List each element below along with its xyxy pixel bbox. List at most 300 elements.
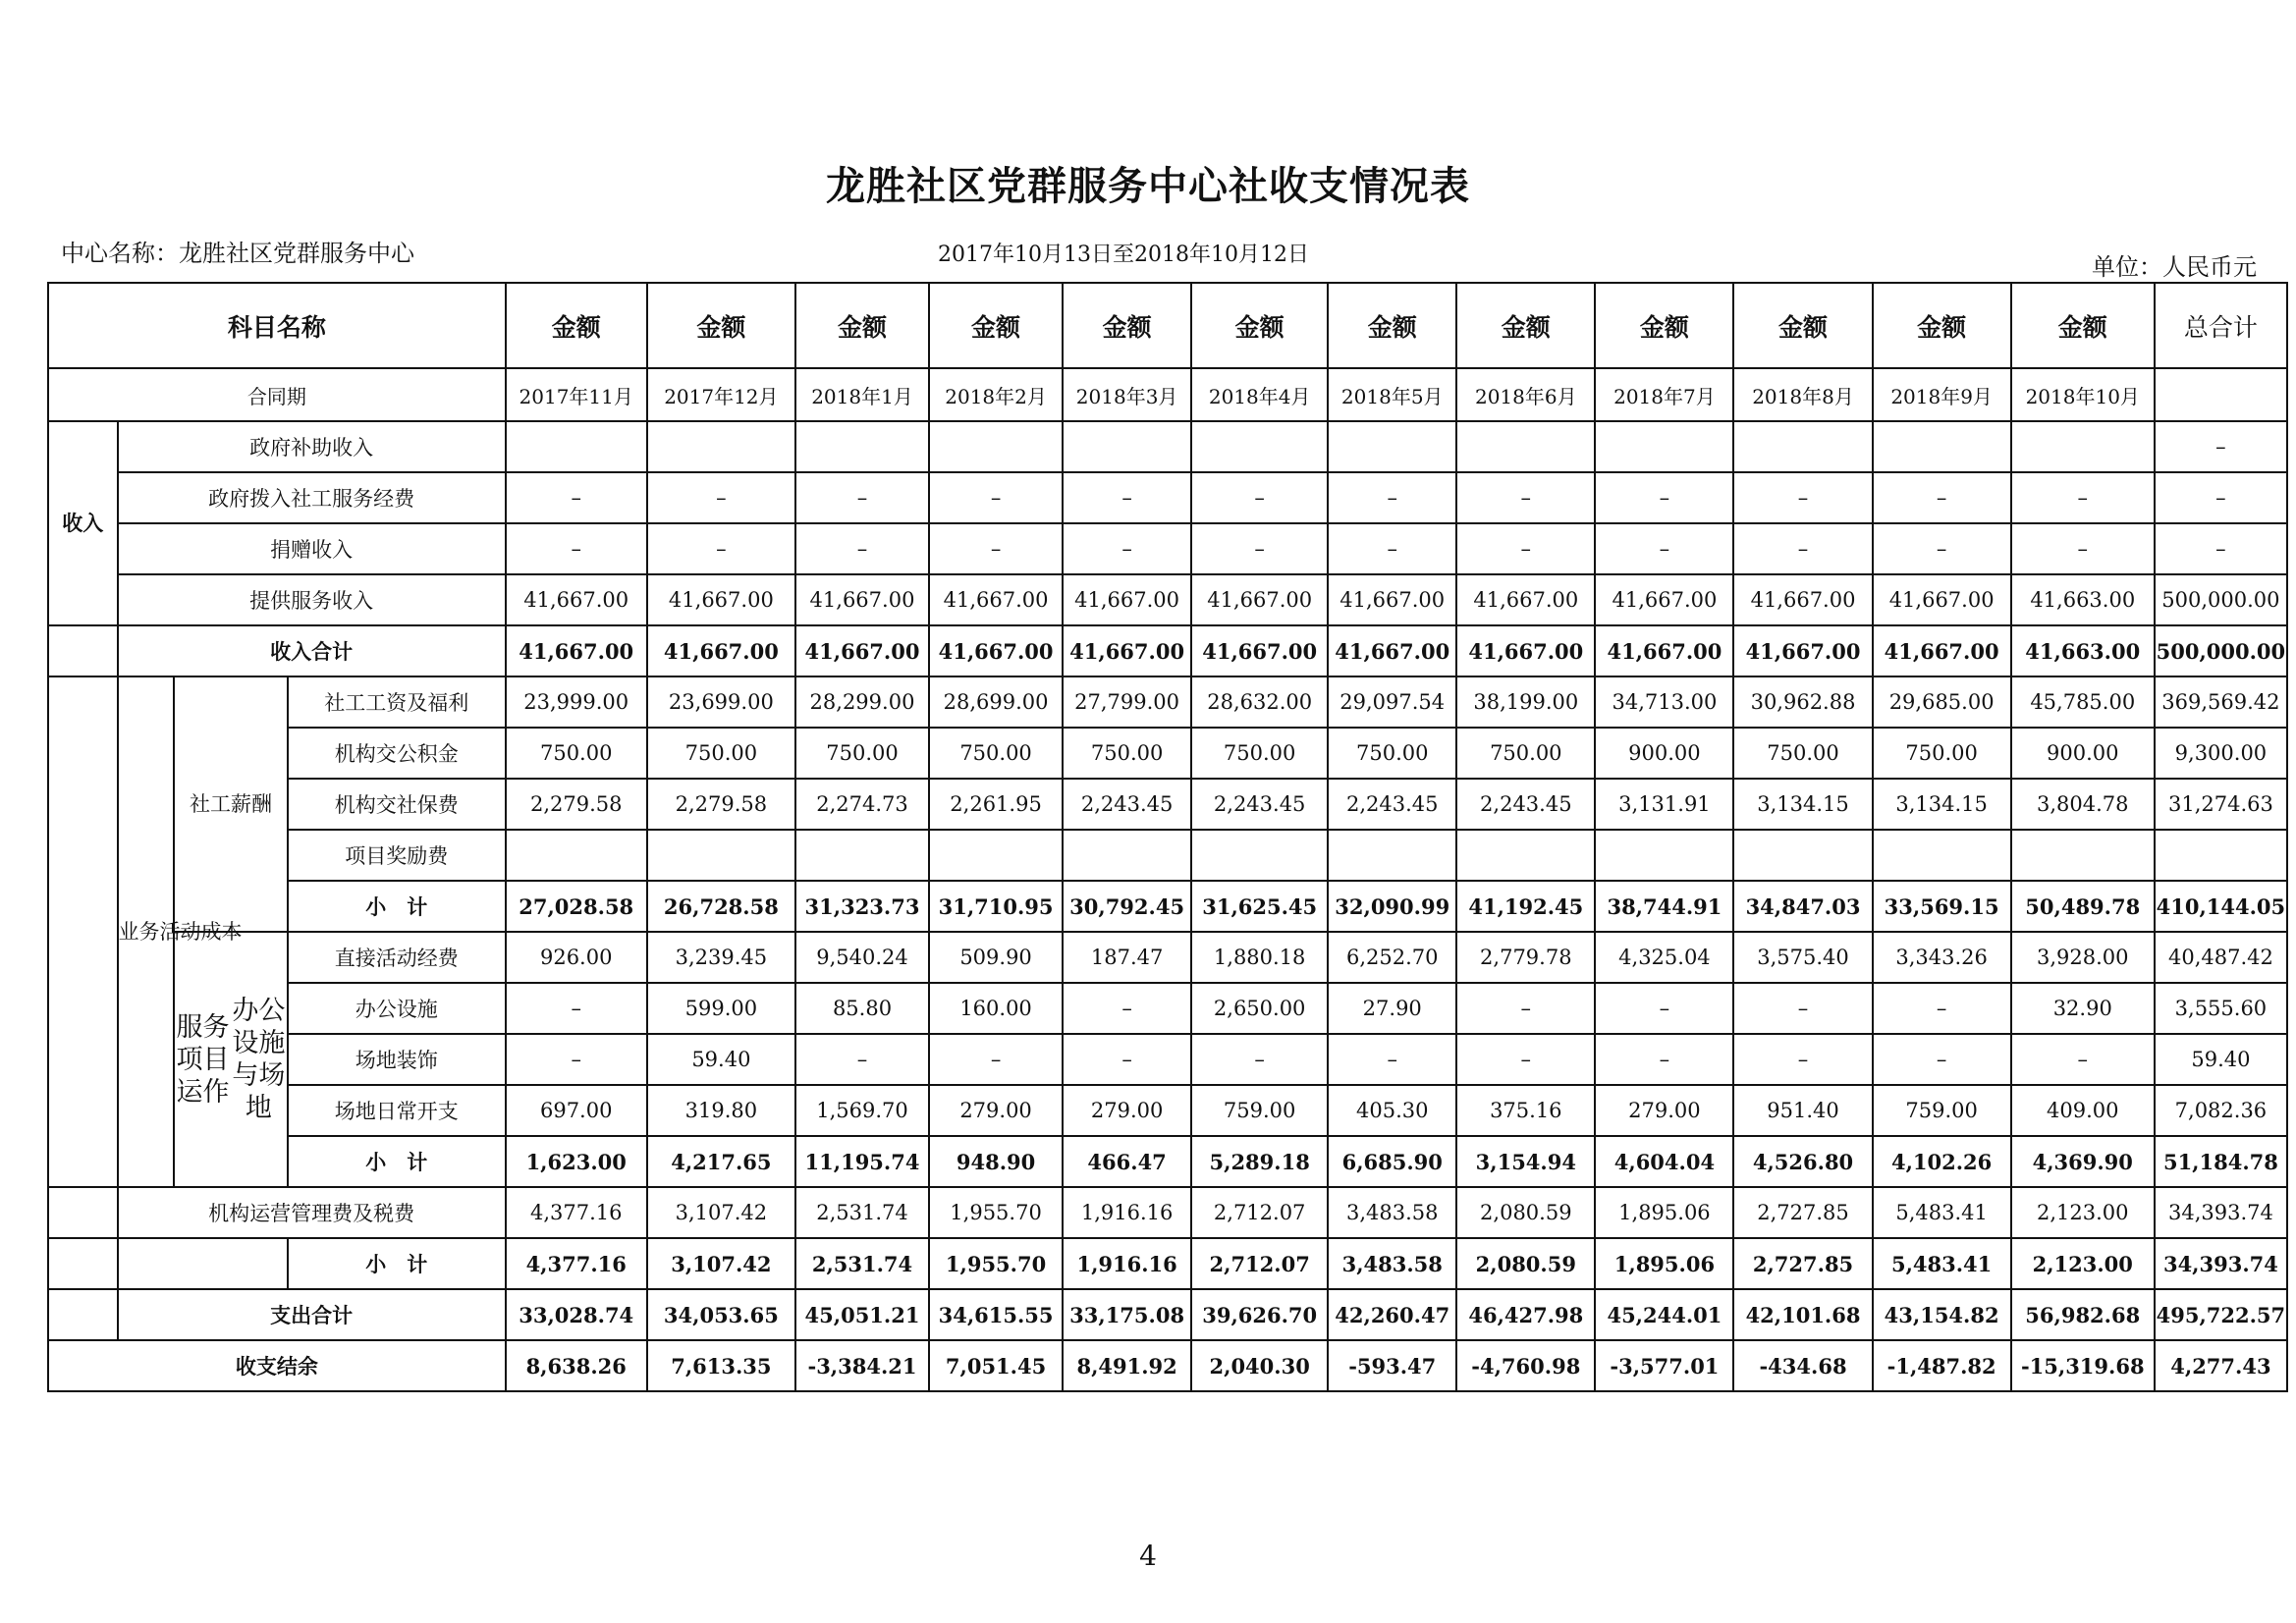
amount-cell: 750.00 bbox=[647, 728, 795, 779]
amount-cell: 4,217.65 bbox=[647, 1136, 795, 1187]
amount-cell: 28,632.00 bbox=[1191, 676, 1328, 728]
amount-cell bbox=[795, 421, 929, 472]
amount-cell: 750.00 bbox=[1063, 728, 1191, 779]
amount-cell: 6,252.70 bbox=[1328, 932, 1456, 983]
amount-cell: 41,667.00 bbox=[1191, 625, 1328, 676]
amount-cell: 7,051.45 bbox=[929, 1340, 1063, 1391]
amount-cell: 41,663.00 bbox=[2011, 625, 2155, 676]
amount-cell: 4,102.26 bbox=[1873, 1136, 2011, 1187]
amount-cell: 4,604.04 bbox=[1595, 1136, 1733, 1187]
amount-cell: 409.00 bbox=[2011, 1085, 2155, 1136]
amount-cell: 41,667.00 bbox=[1873, 625, 2011, 676]
amount-cell: 41,667.00 bbox=[1456, 625, 1595, 676]
amount-cell: 39,626.70 bbox=[1191, 1289, 1328, 1340]
amount-cell: 3,134.15 bbox=[1733, 779, 1872, 830]
amount-cell: 2,243.45 bbox=[1063, 779, 1191, 830]
amount-cell: 2,712.07 bbox=[1191, 1238, 1328, 1289]
amount-cell: 41,667.00 bbox=[506, 574, 647, 625]
row-label: 项目奖励费 bbox=[288, 830, 506, 881]
header-contract-period: 合同期 bbox=[48, 368, 506, 421]
amount-cell: 41,667.00 bbox=[795, 625, 929, 676]
amount-cell: -593.47 bbox=[1328, 1340, 1456, 1391]
amount-cell: 41,667.00 bbox=[1063, 625, 1191, 676]
amount-cell: 2,243.45 bbox=[1328, 779, 1456, 830]
header-amount: 金额 bbox=[1456, 283, 1595, 368]
header-total: 总合计 bbox=[2155, 283, 2287, 368]
total-cell: 40,487.42 bbox=[2155, 932, 2287, 983]
amount-cell: 38,199.00 bbox=[1456, 676, 1595, 728]
amount-cell: 41,667.00 bbox=[647, 574, 795, 625]
row-label: 机构交公积金 bbox=[288, 728, 506, 779]
month-header: 2018年4月 bbox=[1191, 368, 1328, 421]
amount-cell: 41,667.00 bbox=[1328, 574, 1456, 625]
amount-cell: 45,051.21 bbox=[795, 1289, 929, 1340]
amount-cell: – bbox=[1456, 1034, 1595, 1085]
amount-cell: 2,531.74 bbox=[795, 1187, 929, 1238]
amount-cell bbox=[2011, 421, 2155, 472]
amount-cell: 6,685.90 bbox=[1328, 1136, 1456, 1187]
row-label: 场地装饰 bbox=[288, 1034, 506, 1085]
amount-cell: – bbox=[1733, 523, 1872, 574]
amount-cell: -3,577.01 bbox=[1595, 1340, 1733, 1391]
row-label: 政府拨入社工服务经费 bbox=[118, 472, 506, 523]
amount-cell: 46,427.98 bbox=[1456, 1289, 1595, 1340]
row-label: 办公设施 bbox=[288, 983, 506, 1034]
amount-cell bbox=[506, 830, 647, 881]
amount-cell: -3,384.21 bbox=[795, 1340, 929, 1391]
amount-cell: 599.00 bbox=[647, 983, 795, 1034]
amount-cell: – bbox=[1456, 472, 1595, 523]
amount-cell: 2,279.58 bbox=[506, 779, 647, 830]
amount-cell: – bbox=[1595, 983, 1733, 1034]
amount-cell: – bbox=[506, 1034, 647, 1085]
amount-cell: 41,667.00 bbox=[1456, 574, 1595, 625]
amount-cell: 759.00 bbox=[1873, 1085, 2011, 1136]
amount-cell: – bbox=[1873, 983, 2011, 1034]
total-cell: – bbox=[2155, 523, 2287, 574]
amount-cell: 3,131.91 bbox=[1595, 779, 1733, 830]
amount-cell: 750.00 bbox=[929, 728, 1063, 779]
amount-cell: – bbox=[1191, 523, 1328, 574]
total-cell: 7,082.36 bbox=[2155, 1085, 2287, 1136]
amount-cell: 4,377.16 bbox=[506, 1187, 647, 1238]
amount-cell: 759.00 bbox=[1191, 1085, 1328, 1136]
total-cell: 410,144.05 bbox=[2155, 881, 2287, 932]
amount-cell: 750.00 bbox=[1873, 728, 2011, 779]
amount-cell: 466.47 bbox=[1063, 1136, 1191, 1187]
amount-cell: – bbox=[1063, 472, 1191, 523]
row-label: 收入合计 bbox=[118, 625, 506, 676]
amount-cell: 750.00 bbox=[506, 728, 647, 779]
header-amount: 金额 bbox=[1733, 283, 1872, 368]
amount-cell: 2,243.45 bbox=[1456, 779, 1595, 830]
amount-cell: 28,699.00 bbox=[929, 676, 1063, 728]
amount-cell: – bbox=[1063, 523, 1191, 574]
amount-cell: 41,667.00 bbox=[795, 574, 929, 625]
row-label: 小 计 bbox=[288, 1136, 506, 1187]
amount-cell bbox=[1733, 421, 1872, 472]
group-social-salary: 社工薪酬 bbox=[174, 676, 288, 932]
amount-cell: 41,667.00 bbox=[1328, 625, 1456, 676]
amount-cell: – bbox=[1595, 1034, 1733, 1085]
header-amount: 金额 bbox=[795, 283, 929, 368]
amount-cell: 38,744.91 bbox=[1595, 881, 1733, 932]
amount-cell: – bbox=[929, 1034, 1063, 1085]
month-header: 2018年5月 bbox=[1328, 368, 1456, 421]
amount-cell: 3,483.58 bbox=[1328, 1238, 1456, 1289]
amount-cell: 34,615.55 bbox=[929, 1289, 1063, 1340]
month-header: 2018年7月 bbox=[1595, 368, 1733, 421]
amount-cell: 2,123.00 bbox=[2011, 1238, 2155, 1289]
amount-cell: 279.00 bbox=[1063, 1085, 1191, 1136]
total-cell: 9,300.00 bbox=[2155, 728, 2287, 779]
amount-cell: – bbox=[1595, 523, 1733, 574]
amount-cell: -434.68 bbox=[1733, 1340, 1872, 1391]
amount-cell: 750.00 bbox=[1328, 728, 1456, 779]
amount-cell: 34,847.03 bbox=[1733, 881, 1872, 932]
amount-cell: 33,028.74 bbox=[506, 1289, 647, 1340]
amount-cell: 4,369.90 bbox=[2011, 1136, 2155, 1187]
amount-cell: 2,650.00 bbox=[1191, 983, 1328, 1034]
month-header: 2018年10月 bbox=[2011, 368, 2155, 421]
amount-cell: 4,325.04 bbox=[1595, 932, 1733, 983]
header-amount: 金额 bbox=[1595, 283, 1733, 368]
amount-cell: 42,101.68 bbox=[1733, 1289, 1872, 1340]
amount-cell: – bbox=[1873, 523, 2011, 574]
header-amount: 金额 bbox=[647, 283, 795, 368]
empty-cell bbox=[48, 1187, 118, 1238]
header-amount: 金额 bbox=[929, 283, 1063, 368]
month-header: 2018年2月 bbox=[929, 368, 1063, 421]
amount-cell: 3,134.15 bbox=[1873, 779, 2011, 830]
amount-cell: 31,710.95 bbox=[929, 881, 1063, 932]
amount-cell: 45,244.01 bbox=[1595, 1289, 1733, 1340]
amount-cell bbox=[1191, 830, 1328, 881]
amount-cell: – bbox=[1873, 1034, 2011, 1085]
amount-cell: – bbox=[1733, 472, 1872, 523]
total-cell: 500,000.00 bbox=[2155, 625, 2287, 676]
amount-cell: – bbox=[647, 472, 795, 523]
amount-cell: 4,377.16 bbox=[506, 1238, 647, 1289]
amount-cell: 948.90 bbox=[929, 1136, 1063, 1187]
amount-cell: 2,123.00 bbox=[2011, 1187, 2155, 1238]
month-header: 2018年1月 bbox=[795, 368, 929, 421]
amount-cell: – bbox=[2011, 523, 2155, 574]
amount-cell: 1,895.06 bbox=[1595, 1187, 1733, 1238]
amount-cell: 926.00 bbox=[506, 932, 647, 983]
amount-cell: 41,667.00 bbox=[1733, 625, 1872, 676]
empty-cell bbox=[48, 1289, 118, 1340]
month-header: 2017年11月 bbox=[506, 368, 647, 421]
amount-cell: 23,999.00 bbox=[506, 676, 647, 728]
amount-cell: 85.80 bbox=[795, 983, 929, 1034]
amount-cell: – bbox=[1191, 472, 1328, 523]
amount-cell: 509.90 bbox=[929, 932, 1063, 983]
amount-cell: – bbox=[795, 1034, 929, 1085]
amount-cell: 750.00 bbox=[1456, 728, 1595, 779]
amount-cell: 50,489.78 bbox=[2011, 881, 2155, 932]
amount-cell: 41,667.00 bbox=[1733, 574, 1872, 625]
amount-cell: 34,053.65 bbox=[647, 1289, 795, 1340]
amount-cell: 900.00 bbox=[2011, 728, 2155, 779]
month-header: 2018年6月 bbox=[1456, 368, 1595, 421]
amount-cell: 3,804.78 bbox=[2011, 779, 2155, 830]
amount-cell: 41,667.00 bbox=[1595, 625, 1733, 676]
amount-cell: – bbox=[1063, 983, 1191, 1034]
row-label: 直接活动经费 bbox=[288, 932, 506, 983]
amount-cell: 30,792.45 bbox=[1063, 881, 1191, 932]
amount-cell: 41,667.00 bbox=[506, 625, 647, 676]
amount-cell: 59.40 bbox=[647, 1034, 795, 1085]
amount-cell: 42,260.47 bbox=[1328, 1289, 1456, 1340]
amount-cell: 319.80 bbox=[647, 1085, 795, 1136]
amount-cell: 1,916.16 bbox=[1063, 1238, 1191, 1289]
amount-cell: 3,239.45 bbox=[647, 932, 795, 983]
amount-cell bbox=[647, 830, 795, 881]
amount-cell: 41,667.00 bbox=[1191, 574, 1328, 625]
amount-cell: – bbox=[506, 472, 647, 523]
amount-cell: 3,483.58 bbox=[1328, 1187, 1456, 1238]
amount-cell: 33,569.15 bbox=[1873, 881, 2011, 932]
amount-cell: 1,895.06 bbox=[1595, 1238, 1733, 1289]
amount-cell bbox=[929, 421, 1063, 472]
month-header: 2018年3月 bbox=[1063, 368, 1191, 421]
amount-cell: 27.90 bbox=[1328, 983, 1456, 1034]
amount-cell: 3,928.00 bbox=[2011, 932, 2155, 983]
amount-cell: 2,779.78 bbox=[1456, 932, 1595, 983]
amount-cell bbox=[1873, 421, 2011, 472]
amount-cell bbox=[1595, 421, 1733, 472]
page-number: 4 bbox=[1139, 1540, 1157, 1572]
total-cell: 500,000.00 bbox=[2155, 574, 2287, 625]
group-service-ops-cell bbox=[174, 932, 288, 1187]
amount-cell bbox=[1063, 421, 1191, 472]
amount-cell: 900.00 bbox=[1595, 728, 1733, 779]
amount-cell: 32,090.99 bbox=[1328, 881, 1456, 932]
amount-cell: – bbox=[1873, 472, 2011, 523]
amount-cell: 27,028.58 bbox=[506, 881, 647, 932]
amount-cell: 8,491.92 bbox=[1063, 1340, 1191, 1391]
amount-cell: 1,623.00 bbox=[506, 1136, 647, 1187]
amount-cell: 30,962.88 bbox=[1733, 676, 1872, 728]
amount-cell bbox=[929, 830, 1063, 881]
amount-cell: – bbox=[2011, 472, 2155, 523]
amount-cell: 1,880.18 bbox=[1191, 932, 1328, 983]
amount-cell: 3,343.26 bbox=[1873, 932, 2011, 983]
amount-cell: 45,785.00 bbox=[2011, 676, 2155, 728]
amount-cell bbox=[647, 421, 795, 472]
amount-cell: 2,279.58 bbox=[647, 779, 795, 830]
amount-cell: 1,916.16 bbox=[1063, 1187, 1191, 1238]
amount-cell: -15,319.68 bbox=[2011, 1340, 2155, 1391]
amount-cell: 2,274.73 bbox=[795, 779, 929, 830]
amount-cell: 2,727.85 bbox=[1733, 1187, 1872, 1238]
row-label: 支出合计 bbox=[118, 1289, 506, 1340]
total-cell: 34,393.74 bbox=[2155, 1187, 2287, 1238]
amount-cell bbox=[2011, 830, 2155, 881]
empty-cell bbox=[48, 1238, 118, 1289]
amount-cell: – bbox=[506, 983, 647, 1034]
amount-cell: 3,107.42 bbox=[647, 1187, 795, 1238]
amount-cell: 11,195.74 bbox=[795, 1136, 929, 1187]
amount-cell: 41,667.00 bbox=[647, 625, 795, 676]
amount-cell: 41,667.00 bbox=[1595, 574, 1733, 625]
month-header-total bbox=[2155, 368, 2287, 421]
amount-cell: 9,540.24 bbox=[795, 932, 929, 983]
amount-cell: – bbox=[1328, 472, 1456, 523]
header-amount: 金额 bbox=[1063, 283, 1191, 368]
amount-cell bbox=[506, 421, 647, 472]
amount-cell: – bbox=[647, 523, 795, 574]
amount-cell: 28,299.00 bbox=[795, 676, 929, 728]
row-label: 机构交社保费 bbox=[288, 779, 506, 830]
amount-cell: -1,487.82 bbox=[1873, 1340, 2011, 1391]
amount-cell: 29,097.54 bbox=[1328, 676, 1456, 728]
empty-cell bbox=[48, 676, 118, 1187]
amount-cell: – bbox=[929, 523, 1063, 574]
amount-cell bbox=[795, 830, 929, 881]
group-service-ops: 服务项目运作 bbox=[176, 1011, 230, 1108]
total-cell bbox=[2155, 830, 2287, 881]
total-cell: – bbox=[2155, 421, 2287, 472]
amount-cell bbox=[1456, 421, 1595, 472]
amount-cell: 4,526.80 bbox=[1733, 1136, 1872, 1187]
amount-cell: 279.00 bbox=[929, 1085, 1063, 1136]
amount-cell: – bbox=[1191, 1034, 1328, 1085]
amount-cell: 750.00 bbox=[1191, 728, 1328, 779]
month-header: 2018年9月 bbox=[1873, 368, 2011, 421]
amount-cell: 279.00 bbox=[1595, 1085, 1733, 1136]
amount-cell: 160.00 bbox=[929, 983, 1063, 1034]
row-label: 捐赠收入 bbox=[118, 523, 506, 574]
amount-cell: 1,569.70 bbox=[795, 1085, 929, 1136]
header-amount: 金额 bbox=[506, 283, 647, 368]
row-label: 小 计 bbox=[288, 881, 506, 932]
amount-cell: 2,727.85 bbox=[1733, 1238, 1872, 1289]
total-cell: 51,184.78 bbox=[2155, 1136, 2287, 1187]
amount-cell: 2,040.30 bbox=[1191, 1340, 1328, 1391]
amount-cell: 2,080.59 bbox=[1456, 1187, 1595, 1238]
amount-cell: – bbox=[1063, 1034, 1191, 1085]
amount-cell: 375.16 bbox=[1456, 1085, 1595, 1136]
amount-cell: 2,531.74 bbox=[795, 1238, 929, 1289]
amount-cell bbox=[1063, 830, 1191, 881]
total-cell: 495,722.57 bbox=[2155, 1289, 2287, 1340]
amount-cell: 5,483.41 bbox=[1873, 1238, 2011, 1289]
amount-cell: 41,667.00 bbox=[929, 625, 1063, 676]
amount-cell: 41,667.00 bbox=[929, 574, 1063, 625]
amount-cell: 2,080.59 bbox=[1456, 1238, 1595, 1289]
amount-cell: 41,192.45 bbox=[1456, 881, 1595, 932]
amount-cell: – bbox=[1733, 1034, 1872, 1085]
amount-cell: 3,107.42 bbox=[647, 1238, 795, 1289]
amount-cell: 23,699.00 bbox=[647, 676, 795, 728]
total-cell: 3,555.60 bbox=[2155, 983, 2287, 1034]
header-amount: 金额 bbox=[1873, 283, 2011, 368]
row-label: 提供服务收入 bbox=[118, 574, 506, 625]
amount-cell: – bbox=[1328, 1034, 1456, 1085]
amount-cell bbox=[1328, 421, 1456, 472]
total-cell: 369,569.42 bbox=[2155, 676, 2287, 728]
header-amount: 金额 bbox=[2011, 283, 2155, 368]
month-header: 2018年8月 bbox=[1733, 368, 1872, 421]
header-amount: 金额 bbox=[1328, 283, 1456, 368]
amount-cell: 1,955.70 bbox=[929, 1238, 1063, 1289]
amount-cell: 27,799.00 bbox=[1063, 676, 1191, 728]
amount-cell: 951.40 bbox=[1733, 1085, 1872, 1136]
amount-cell: 7,613.35 bbox=[647, 1340, 795, 1391]
amount-cell: 5,483.41 bbox=[1873, 1187, 2011, 1238]
header-subject: 科目名称 bbox=[48, 283, 506, 368]
center-name: 中心名称：龙胜社区党群服务中心 bbox=[61, 240, 414, 267]
amount-cell: 750.00 bbox=[795, 728, 929, 779]
row-label: 收支结余 bbox=[48, 1340, 506, 1391]
amount-cell: 697.00 bbox=[506, 1085, 647, 1136]
amount-cell bbox=[1191, 421, 1328, 472]
row-label: 政府补助收入 bbox=[118, 421, 506, 472]
amount-cell: – bbox=[1733, 983, 1872, 1034]
amount-cell: 41,667.00 bbox=[1063, 574, 1191, 625]
total-cell: 59.40 bbox=[2155, 1034, 2287, 1085]
row-label: 场地日常开支 bbox=[288, 1085, 506, 1136]
total-cell: 4,277.43 bbox=[2155, 1340, 2287, 1391]
amount-cell: 1,955.70 bbox=[929, 1187, 1063, 1238]
amount-cell: 405.30 bbox=[1328, 1085, 1456, 1136]
amount-cell: 750.00 bbox=[1733, 728, 1872, 779]
amount-cell bbox=[1733, 830, 1872, 881]
group-income: 收入 bbox=[48, 421, 118, 625]
amount-cell: 29,685.00 bbox=[1873, 676, 2011, 728]
total-cell: 34,393.74 bbox=[2155, 1238, 2287, 1289]
amount-cell: 33,175.08 bbox=[1063, 1289, 1191, 1340]
amount-cell: – bbox=[795, 472, 929, 523]
amount-cell: 2,712.07 bbox=[1191, 1187, 1328, 1238]
amount-cell: 32.90 bbox=[2011, 983, 2155, 1034]
amount-cell: 43,154.82 bbox=[1873, 1289, 2011, 1340]
amount-cell: – bbox=[1595, 472, 1733, 523]
amount-cell: – bbox=[506, 523, 647, 574]
income-expense-table bbox=[47, 282, 2288, 1392]
amount-cell: 8,638.26 bbox=[506, 1340, 647, 1391]
amount-cell: 26,728.58 bbox=[647, 881, 795, 932]
amount-cell bbox=[1456, 830, 1595, 881]
amount-cell: 2,243.45 bbox=[1191, 779, 1328, 830]
report-period: 2017年10月13日至2018年10月12日 bbox=[938, 243, 1309, 267]
total-cell: – bbox=[2155, 472, 2287, 523]
amount-cell: – bbox=[795, 523, 929, 574]
group-office-venue: 办公设施与场地 bbox=[232, 996, 286, 1123]
amount-cell: 56,982.68 bbox=[2011, 1289, 2155, 1340]
group-business-cost: 业务活动成本 bbox=[118, 676, 174, 1187]
amount-cell: – bbox=[929, 472, 1063, 523]
amount-cell: – bbox=[2011, 1034, 2155, 1085]
row-label: 社工工资及福利 bbox=[288, 676, 506, 728]
amount-cell: 3,154.94 bbox=[1456, 1136, 1595, 1187]
header-amount: 金额 bbox=[1191, 283, 1328, 368]
amount-cell: 5,289.18 bbox=[1191, 1136, 1328, 1187]
amount-cell: 41,663.00 bbox=[2011, 574, 2155, 625]
currency-unit: 单位：人民币元 bbox=[2092, 253, 2257, 281]
amount-cell: 31,625.45 bbox=[1191, 881, 1328, 932]
empty-cell bbox=[118, 1238, 288, 1289]
amount-cell: 41,667.00 bbox=[1873, 574, 2011, 625]
amount-cell: – bbox=[1456, 523, 1595, 574]
amount-cell: 34,713.00 bbox=[1595, 676, 1733, 728]
empty-cell bbox=[48, 625, 118, 676]
amount-cell: 187.47 bbox=[1063, 932, 1191, 983]
amount-cell bbox=[1595, 830, 1733, 881]
amount-cell: – bbox=[1456, 983, 1595, 1034]
